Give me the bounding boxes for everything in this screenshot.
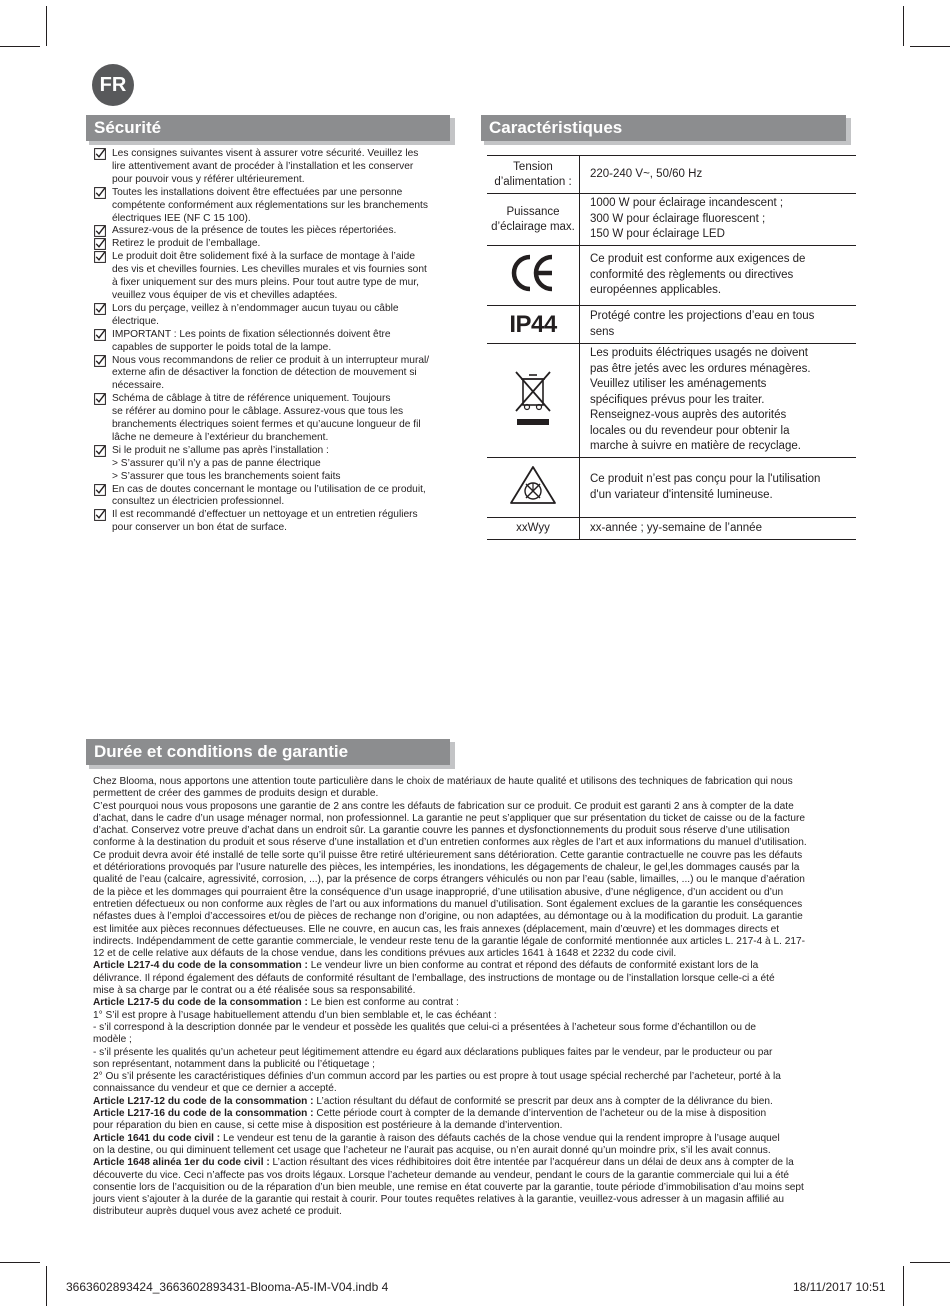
weee-crossed-bin-icon xyxy=(511,367,555,429)
caracteristiques-heading: Caractéristiques xyxy=(481,115,846,141)
garantie-paragraph: Article L217-5 du code de la consommation : Le bien est conforme au contrat : 1° S’il est propre à l’usage habituellement attendu d’un bien semblable et, le cas échéant : - s’il correspond à la description donnée par le vendeur et possède les qualités que celui-ci a présentées à l’acheteur sous forme d’échantillon ou de modèle ; - s’il présente les qualités qu’un acheteur peut légitimement attendre eu égard aux déclarations publiques faites par le vendeur, par le producteur ou par son représentant, notamment dans la publicité ou l’étiquetage ; 2° Ou s’il présente les caractéristiques définies d’un commun accord par les parties ou est propre à tout usage spécial recherché par l’acheteur, porté à la connaissance du vendeur et que ce dernier a accepté. xyxy=(93,997,781,1095)
crop-mark xyxy=(0,1262,40,1263)
crop-mark xyxy=(910,1262,950,1263)
checked-box-icon xyxy=(94,238,106,250)
crop-mark xyxy=(903,1266,904,1306)
securite-item: Nous vous recommandons de relier ce produit à un interrupteur mural/ externe afin de désactiver la fonction de détection de mouvement si nécessaire. xyxy=(94,355,464,394)
crop-mark xyxy=(46,6,47,46)
crop-mark xyxy=(910,46,950,47)
checked-box-icon xyxy=(94,445,106,457)
spec-icon-cell xyxy=(487,344,580,458)
garantie-paragraph: C’est pourquoi nous vous proposons une garantie de 2 ans contre les défauts de fabrication sur ce produit. Ce produit est garanti 2 ans à compter de la date d’achat, dans le cadre d’un usage ménager normal, non professionnel. La garantie ne peut s’appliquer que sur présentation du ticket de caisse ou de la facture d’achat. Conservez votre preuve d’achat dans un endroit sûr. La garantie couvre les pannes et dysfonctionnements du produit sous réserve d’une utilisation conforme à la destination du produit et sous réserve d’une installation et d’un entretien conformes aux règles de l’art et aux informations du manuel d’utilisation. Ce produit devra avoir été installé de telle sorte qu’il puisse être retiré ultérieurement sans détérioration. Cette garantie contractuelle ne couvre pas les défauts et détériorations provoqués par l’usure naturelle des pièces, les intempéries, les inondations, les dégagements de chaleur, le gel,les dommages causés par la qualité de l’eau (calcaire, agressivité, corrosion, ...), par la présence de corps étrangers véhiculés ou non par l’eau (sable, limailles, ...) ou le manque d’aération de la pièce et les dommages qui pourraient être la conséquence d’un usage inapproprié, d’une utilisation abusive, d’une négligence, d’un accident ou d’un entretien défectueux ou non conforme aux règles de l’art ou aux informations du manuel d’utilisation. Sont également exclues de la garantie les conséquences néfastes dues à l’emploi d’accessoires et/ou de pièces de rechange non d’origine, ou non adaptées, au démontage ou à la modification du produit. La garantie est limitée aux pièces reconnues défectueuses. Elle ne couvre, en aucun cas, les frais annexes (déplacement, main d’œuvre) et les dommages directs et indirects. Indépendamment de cette garantie commerciale, le vendeur reste tenu de la garantie légale de conformité mentionnée aux articles L. 217-4 à L. 217- 12 et de celle relative aux défauts de la chose vendue, dans les conditions prévues aux articles 1641 à 1648 et 2232 du code civil. xyxy=(93,800,807,960)
checked-box-icon xyxy=(94,329,106,341)
crop-mark xyxy=(0,46,40,47)
checked-box-icon xyxy=(94,148,106,160)
spec-value: xx-année ; yy-semaine de l’année xyxy=(580,518,857,540)
securite-item: Toutes les installations doivent être effectuées par une personne compétente conformément aux réglementations sur les branchements électriques IEE (NF C 15 100). xyxy=(94,187,464,226)
garantie-paragraph: Article L217-4 du code de la consommation : Le vendeur livre un bien conforme au contrat et répond des défauts de conformité existant lors de la délivrance. Il répond également des défauts de conformité résultant de l’emballage, des instructions de montage ou de l’installation lorsque celle-ci a été mise à sa charge par le contrat ou a été réalisée sous sa responsabilité. xyxy=(93,960,775,997)
checked-box-icon xyxy=(94,484,106,496)
spec-row-puissance xyxy=(487,194,856,246)
garantie-paragraph: Article 1648 alinéa 1er du code civil : L’action résultant des vices rédhibitoires doit être intentée par l’acquéreur dans un délai de deux ans à compter de la découverte du vice. Ceci n’affecte pas vos droits légaux. Lorsque l’acheteur demande au vendeur, pendant le cours de la garantie commerciale qui lui a été consentie lors de l’acquisition ou de la réparation d’un bien meuble, une remise en état couverte par la garantie, toute période d’immobilisation d’au moins sept jours vient s’ajouter à la durée de la garantie qui restait à courir. Pour toutes requêtes relatives à la garantie, veuillez-vous adresser à un magasin affilié au distributeur auprès duquel vous avez acheté ce produit. xyxy=(93,1157,804,1218)
spec-row-tension xyxy=(487,156,856,194)
securite-item: IMPORTANT : Les points de fixation sélectionnés doivent être capables de supporter le poids total de la lampe. xyxy=(94,329,464,355)
securite-item: Le produit doit être solidement fixé à la surface de montage à l’aide des vis et chevilles fournies. Les chevilles murales et vis fournies sont à fixer uniquement sur des murs pleins. Pour tout autre type de mur, veuillez vous équiper de vis et chevilles adaptées. xyxy=(94,251,464,303)
footer-datetime: 18/11/2017 10:51 xyxy=(793,1280,886,1294)
securite-item: Lors du perçage, veillez à n’endommager aucun tuyau ou câble électrique. xyxy=(94,303,464,329)
checked-box-icon xyxy=(94,303,106,315)
garantie-paragraph: Article 1641 du code civil : Le vendeur est tenu de la garantie à raison des défauts cachés de la chose vendue qui la rendent impropre à l’usage auquel on la destine, ou qui diminuent tellement cet usage que l’acheteur ne l’aurait pas acquise, ou n’en aurait donné qu’un moindre prix, s’il les avait connus. xyxy=(93,1132,780,1156)
spec-value: Ce produit est conforme aux exigences de conformité des règlements ou directives européennes applicables. xyxy=(580,246,857,306)
securite-item: En cas de doutes concernant le montage ou l’utilisation de ce produit, consultez un électricien professionnel. xyxy=(94,484,464,510)
garantie-paragraph: Chez Blooma, nous apportons une attention toute particulière dans le choix de matériaux de haute qualité et utilisons des techniques de fabrication qui nous permettent de créer des gammes de produits design et durable. xyxy=(93,776,793,800)
article-reference: Article 1641 du code civil : xyxy=(93,1132,221,1144)
spec-label: xxWyy xyxy=(487,518,580,540)
spec-row-date-code xyxy=(487,518,856,540)
footer-file: 3663602893424_3663602893431-Blooma-A5-IM-V04.indb 4 xyxy=(66,1280,389,1294)
spec-icon-cell xyxy=(487,458,580,518)
spec-value: 1000 W pour éclairage incandescent ; 300 W pour éclairage fluorescent ; 150 W pour éclairage LED xyxy=(580,194,857,246)
checked-box-icon xyxy=(94,393,106,405)
garantie-paragraph: Article L217-16 du code de la consommation : Cette période court à compter de la demande d’intervention de l’acheteur ou de la mise à disposition pour réparation du bien en cause, si cette mise à disposition est postérieure à la demande d’intervention. xyxy=(93,1108,767,1132)
securite-item: Si le produit ne s’allume pas après l’installation : > S’assurer qu’il n’y a pas de panne électrique > S’assurer que tous les branchements soient faits xyxy=(94,445,464,484)
spec-row-ip44 xyxy=(487,306,856,344)
spec-table xyxy=(487,155,856,540)
securite-list xyxy=(94,148,464,535)
article-reference: Article 1648 alinéa 1er du code civil : xyxy=(93,1157,270,1169)
crop-mark xyxy=(46,1266,47,1306)
spec-value: Protégé contre les projections d’eau en tous sens xyxy=(580,306,857,344)
checked-box-icon xyxy=(94,225,106,237)
spec-value: Les produits éléctriques usagés ne doivent pas être jetés avec les ordures ménagères. Veuillez utiliser les aménagements spécifiques prévus pour les traiter. Renseignez-vous auprès des autorités locales ou du revendeur pour obtenir la marche à suivre en matière de recyclage. xyxy=(580,344,857,458)
securite-item: Les consignes suivantes visent à assurer votre sécurité. Veuillez les lire attentivement avant de procéder à l’installation et les conserver pour pouvoir vous y référer ultérieurement. xyxy=(94,148,464,187)
article-reference: Article L217-5 du code de la consommation : xyxy=(93,997,308,1009)
crop-mark xyxy=(903,6,904,46)
ip44-label: IP44 xyxy=(487,306,580,344)
spec-row-weee xyxy=(487,344,856,458)
securite-item: Schéma de câblage à titre de référence uniquement. Toujours se référer au domino pour le câblage. Assurez-vous que tous les branchements électriques soient fermes et qu’aucune longueur de fil lâche ne demeure à l’extérieur du branchement. xyxy=(94,393,464,445)
no-dimmer-icon xyxy=(508,464,558,506)
checked-box-icon xyxy=(94,355,106,367)
garantie-heading: Durée et conditions de garantie xyxy=(86,739,450,765)
ce-mark-icon xyxy=(510,253,556,293)
spec-label: Tension d’alimentation : xyxy=(487,156,580,194)
garantie-paragraph: Article L217-12 du code de la consommation : L’action résultant du défaut de conformité se prescrit par deux ans à compter de la délivrance du bien. xyxy=(93,1095,773,1107)
securite-heading: Sécurité xyxy=(86,115,450,141)
spec-value: Ce produit n’est pas conçu pour la l'utilisation d'un variateur d'intensité lumineuse. xyxy=(580,458,857,518)
spec-value: 220-240 V~, 50/60 Hz xyxy=(580,156,857,194)
securite-item: Assurez-vous de la présence de toutes les pièces répertoriées. xyxy=(94,225,464,238)
spec-row-dimmer xyxy=(487,458,856,518)
garantie-body xyxy=(93,776,855,1219)
checked-box-icon xyxy=(94,509,106,521)
checked-box-icon xyxy=(94,187,106,199)
article-reference: Article L217-12 du code de la consommation : xyxy=(93,1095,314,1107)
spec-row-ce xyxy=(487,246,856,306)
spec-icon-cell xyxy=(487,246,580,306)
securite-item: Retirez le produit de l’emballage. xyxy=(94,238,464,251)
spec-label: Puissance d’éclairage max. xyxy=(487,194,580,246)
securite-item: Il est recommandé d’effectuer un nettoyage et un entretien réguliers pour conserver un bon état de surface. xyxy=(94,509,464,535)
checked-box-icon xyxy=(94,251,106,263)
language-badge: FR xyxy=(92,64,134,106)
article-reference: Article L217-4 du code de la consommation : xyxy=(93,960,308,972)
article-reference: Article L217-16 du code de la consommation : xyxy=(93,1108,314,1120)
